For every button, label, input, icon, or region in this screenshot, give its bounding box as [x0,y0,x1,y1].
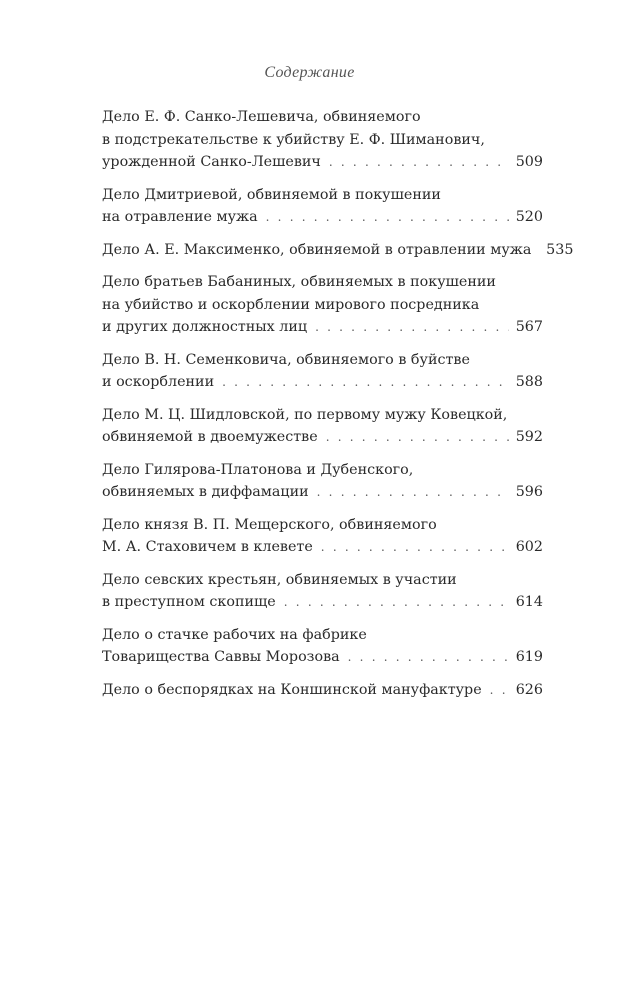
toc-entry-line: Товарищества Саввы Морозова [102,649,340,665]
toc-entry [102,404,543,449]
toc-entry-line: обвиняемой в двоемужестве [102,429,318,445]
toc-page-number: 509 [515,154,543,170]
dot-leader [266,206,509,229]
dot-leader [490,679,509,702]
toc-entry-line: Дело севских крестьян, обвиняемых в участии [102,571,457,588]
toc-entry-line: Дело братьев Бабаниных, обвиняемых в покушении [102,274,496,290]
toc-heading: Содержание [264,64,355,81]
toc-entry-last-line [102,151,543,174]
table-of-contents [102,106,574,711]
toc-entry [102,184,543,229]
toc-entry-last-line [102,316,543,339]
dot-leader [222,371,509,394]
toc-entry [102,349,543,394]
toc-entry-last-line [102,679,543,702]
toc-entry-last-line [102,481,543,504]
toc-entry-last-line [102,426,543,449]
toc-entry-last-line [102,206,543,229]
toc-entry-line: Дело о стачке рабочих на фабрике [102,626,367,643]
toc-entry-line: М. А. Стаховичем в клевете [102,539,313,555]
dot-leader [329,151,509,174]
toc-entry-last-line [102,591,543,614]
toc-entry [102,271,543,339]
toc-entry-line: Дело А. Е. Максименко, обвиняемой в отравлении мужа [102,241,532,258]
toc-entry-last-line [102,371,543,394]
toc-page-number: 567 [515,319,543,335]
dot-leader [317,481,509,504]
toc-entry-line: Дело князя В. П. Мещерского, обвиняемого [102,516,437,533]
dot-leader [315,316,509,339]
dot-leader [326,426,509,449]
toc-page-number: 602 [515,539,543,555]
toc-entry [102,459,543,504]
dot-leader [284,591,509,614]
toc-entry-line: в преступном скопище [102,594,276,610]
toc-page-number: 626 [515,681,543,698]
toc-entry-line: Дело М. Ц. Шидловской, по первому мужу Ковецкой, [102,406,508,423]
toc-page-number: 520 [515,209,543,225]
toc-entry-line: Дело Е. Ф. Санко-Лешевича, обвиняемого [102,109,421,125]
toc-entry-line: на убийство и оскорблении мирового посредника [102,296,480,313]
toc-page-number: 614 [515,594,543,610]
toc-entry [102,679,543,702]
dot-leader [348,646,509,669]
toc-entry [102,569,543,614]
toc-entry-line: и оскорблении [102,374,215,390]
toc-entry-line: Дело Дмитриевой, обвиняемой в покушении [102,186,441,203]
toc-entry-line: урожденной Санко-Лешевич [102,154,321,170]
toc-entry-last-line [102,536,543,559]
toc-entry-line: на отравление мужа [102,209,258,225]
toc-page-number: 588 [515,374,543,390]
toc-entry [102,624,543,669]
toc-entry-line: в подстрекательстве к убийству Е. Ф. Шиманович, [102,131,485,148]
toc-entry-last-line [102,646,543,669]
toc-entry [102,239,574,262]
toc-entry-line: и других должностных лиц [102,319,308,335]
toc-entry-last-line [102,239,574,262]
toc-entry-line: Дело В. Н. Семенковича, обвиняемого в буйстве [102,351,470,368]
toc-page-number: 619 [515,649,543,665]
toc-entry-line: обвиняемых в диффамации [102,484,309,500]
toc-page-number: 592 [515,429,543,445]
dot-leader [321,536,509,559]
toc-entry [102,514,543,559]
toc-entry-line: Дело о беспорядках на Коншинской мануфактуре [102,681,482,698]
toc-entry [102,106,543,174]
toc-entry-line: Дело Гилярова-Платонова и Дубенского, [102,461,414,478]
toc-page-number: 596 [515,484,543,500]
toc-page-number: 535 [546,241,574,258]
